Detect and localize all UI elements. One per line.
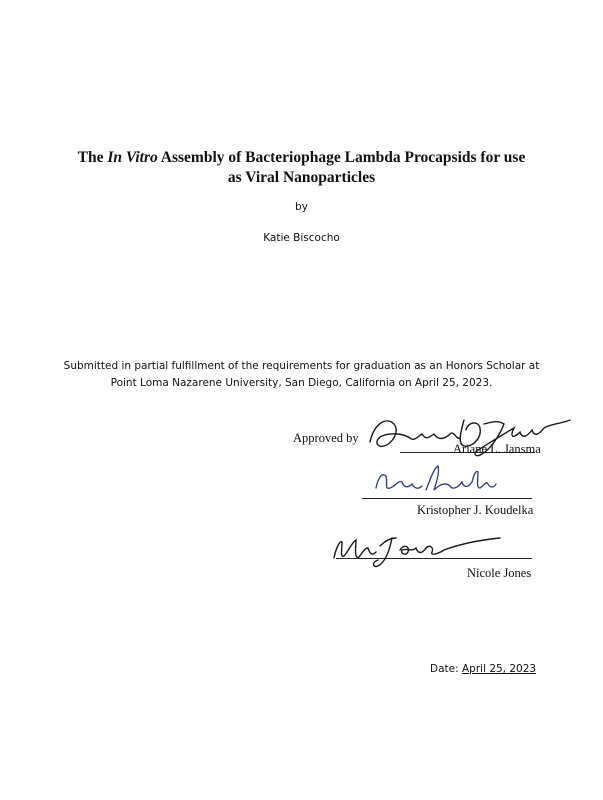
- signatory-name-3: Nicole Jones: [467, 566, 532, 580]
- approved-by-label: Approved by: [293, 431, 359, 445]
- signature-koudelka: [370, 460, 500, 500]
- signature-line-2: [362, 498, 532, 499]
- by-label: by: [295, 201, 308, 213]
- title-rest: Assembly of Bacteriophage Lambda Procapsids for use: [157, 149, 526, 166]
- signatory-name-1: Ariane L. Jansma: [453, 442, 541, 456]
- date-line: [430, 663, 536, 675]
- date-label: Date:: [430, 663, 462, 675]
- date-value: April 25, 2023: [461, 663, 537, 675]
- title-line-1: [40, 148, 563, 168]
- signature-line-3: [336, 558, 532, 559]
- title-prefix: The: [77, 149, 108, 166]
- signatory-name-2: Kristopher J. Koudelka: [417, 503, 534, 517]
- author-name: Katie Biscocho: [263, 232, 340, 244]
- document-title: [40, 148, 563, 188]
- submission-statement: [40, 358, 563, 392]
- title-line-2: as Viral Nanoparticles: [227, 169, 376, 186]
- signature-jones: [330, 528, 505, 570]
- title-italic: In Vitro: [107, 149, 158, 166]
- submission-line-1: Submitted in partial fulfillment of the requirements for graduation as an Honors Scholar at: [63, 360, 540, 372]
- submission-line-2: Point Loma Nazarene University, San Diego, California on April 25, 2023.: [110, 377, 493, 389]
